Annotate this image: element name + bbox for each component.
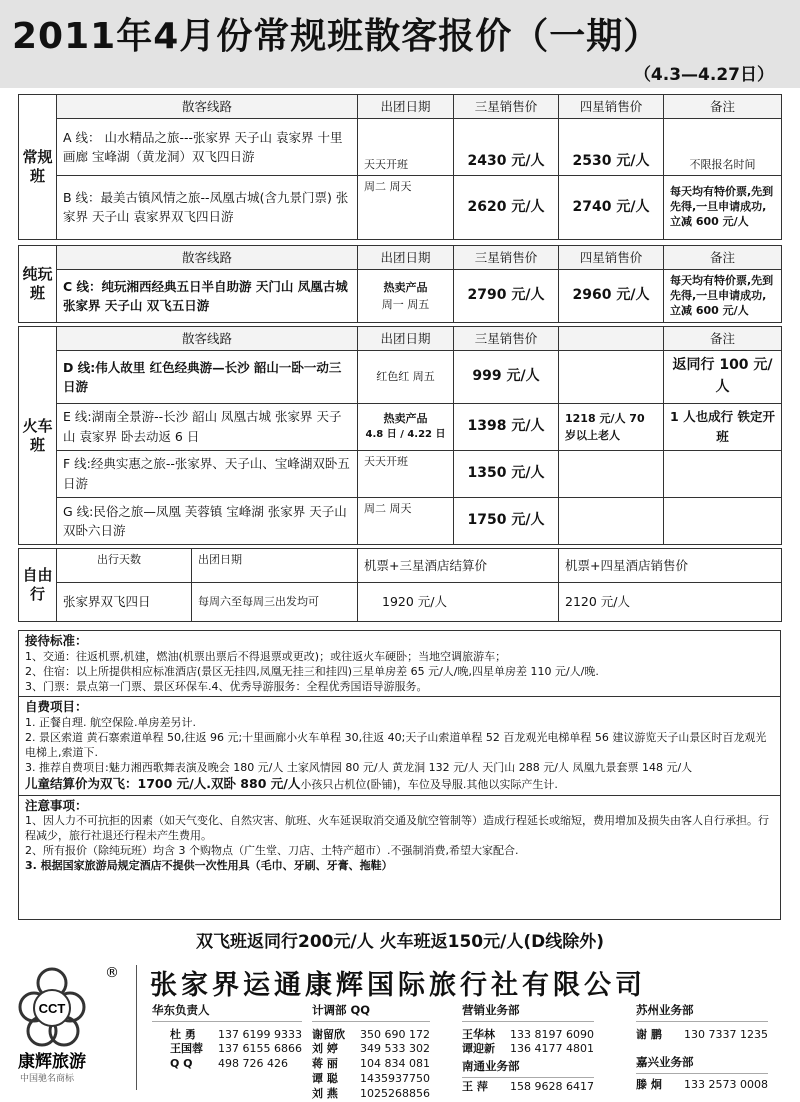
col-days: 出行天数 [57,549,192,583]
standards-item: 2、住宿：以上所提供相应标准酒店(景区无挂四,凤凰无挂三和挂四)三星单房差 65 元/人/晚,四星单房差 110 元/人/晚. [25,664,599,678]
route-a-three: 2430 元/人 [454,119,559,176]
col-note: 备注 [664,327,782,351]
date-range: （4.3—4.27日） [633,65,774,85]
col-three: 三星销售价 [454,95,559,119]
col-flight4: 机票+四星酒店销售价 [559,549,782,583]
standards-heading: 接待标准： [25,633,88,648]
section-label-train: 火车班 [19,327,57,545]
notice-item: 3. 根据国家旅游局规定酒店不提供一次性用具（毛巾、牙刷、牙膏、拖鞋） [25,858,393,872]
self-three: 1920 元/人 [358,583,559,622]
route-a-note: 不限报名时间 [664,119,782,176]
route-d-note: 返同行 100 元/人 [664,351,782,403]
col-date: 出团日期 [358,95,454,119]
hot-product-label: 热卖产品 [383,281,428,295]
route-e-note: 1 人也成行 铁定开班 [664,403,782,450]
self-four: 2120 元/人 [559,583,782,622]
svg-text:中国驰名商标: 中国驰名商标 [20,1074,75,1083]
route-b-three: 2620 元/人 [454,175,559,239]
standards-item: 1、交通：往返机票,机建，燃油(机票出票后不得退票或更改)；或往返火车硬卧；当地空调旅游车； [25,649,507,663]
route-e-three: 1398 元/人 [454,403,559,450]
standards-item: 3、门票：景点第一门票、景区环保车.4、优秀导游服务：全程优秀国语导游服务。 [25,679,428,693]
svg-text:CCT: CCT [38,1001,66,1016]
section-label-regular: 常规班 [19,95,57,240]
col-route: 散客线路 [57,327,358,351]
train-table [18,326,782,545]
route-c: C 线：纯玩湘西经典五日半自助游 天门山 凤凰古城 张家界 天子山 双飞五日游 [57,270,358,323]
section-label-self: 自由行 [19,549,57,622]
route-b: B 线：最美古镇风情之旅--凤凰古城(含九景门票) 张家界 天子山 袁家界双飞四日游 [57,175,358,239]
route-c-date: 热卖产品 周一 周五 [358,270,454,323]
col-three: 三星销售价 [454,327,559,351]
svg-text:康辉旅游: 康辉旅游 [18,1052,86,1072]
promo-banner: 双飞班返同行200元/人 火车班返150元/人(D线除外) [196,932,604,952]
route-d-date: 红色红 周五 [358,351,454,403]
footer [0,955,800,1100]
route-a-four: 2530 元/人 [559,119,664,176]
col-flight3: 机票+三星酒店结算价 [358,549,559,583]
route-c-three: 2790 元/人 [454,270,559,323]
route-b-date: 周二 周天 [358,175,454,239]
route-f-date: 天天开班 [358,450,454,497]
contact-block: 营销业务部 王华林 133 8197 6090 谭迎新 136 4177 4801 [462,1003,594,1056]
selfpay-item: 2. 景区索道 黄石寨索道单程 50,往返 96 元;十里画廊小火车单程 30,往返 40;天子山索道单程 52 百龙观光电梯单程 56 建议游览天子山景区时百龙观光电梯上,索道下. [25,731,767,759]
col-route: 散客线路 [57,246,358,270]
company-logo [14,963,126,1083]
col-note: 备注 [664,246,782,270]
selfpay-item: 3. 推荐自费项目:魅力湘西歌舞表演及晚会 180 元/人 土家风情园 80 元/人 黄龙洞 132 元/人 天门山 288 元/人 凤凰九景套票 148 元/人 [25,760,693,774]
col-note: 备注 [664,95,782,119]
self-date: 每周六至每周三出发均可 [192,583,358,622]
route-d-three: 999 元/人 [454,351,559,403]
contact-block: 嘉兴业务部 滕 炯 133 2573 0008 [636,1055,768,1091]
route-c-note: 每天均有特价票,先到先得,一旦申请成功,立减 600 元/人 [664,270,782,323]
route-g: G 线:民俗之旅—凤凰 芙蓉镇 宝峰湖 张家界 天子山双卧六日游 [57,497,358,544]
col-three: 三星销售价 [454,246,559,270]
header-band [0,0,800,88]
route-b-four: 2740 元/人 [559,175,664,239]
col-date: 出团日期 [358,246,454,270]
route-f-three: 1350 元/人 [454,450,559,497]
route-b-note: 每天均有特价票,先到先得,一旦申请成功,立减 600 元/人 [664,175,782,239]
col-four: 四星销售价 [559,95,664,119]
page-title: 2011年4月份常规班散客报价（一期） [12,16,661,57]
self-route: 张家界双飞四日 [57,583,192,622]
route-f: F 线:经典实惠之旅--张家界、天子山、宝峰湖双卧五日游 [57,450,358,497]
contact-block: 苏州业务部 谢 鹏 130 7337 1235 [636,1003,768,1041]
contact-block: 计调部 QQ 谢留欣 350 690 172 刘 婷 349 533 302 蒋 丽 104 834 081 谭 聪 1435937750 刘 燕 1025268856 [312,1003,430,1100]
cct-flower-icon [14,963,126,1083]
col-four: 四星销售价 [559,246,664,270]
route-e-extra: 1218 元/人 70 岁以上老人 [559,403,664,450]
child-price: 儿童结算价为双飞：1700 元/人.双卧 880 元/人小孩只占机位(卧铺)，车位及导服.其他以实际产生计. [25,775,558,791]
col-depart: 出团日期 [192,549,358,583]
col-date: 出团日期 [358,327,454,351]
route-d: D 线:伟人故里 红色经典游—长沙 韶山一卧一动三日游 [57,351,358,403]
section-label-leisure: 纯玩班 [19,246,57,323]
regular-table [18,94,782,240]
route-e-date: 热卖产品 4.8 日 / 4.22 日 [358,403,454,450]
route-e: E 线:湖南全景游--长沙 韶山 凤凰古城 张家界 天子山 袁家界 卧去动返 6 日 [57,403,358,450]
leisure-table [18,245,782,323]
notice-item: 2、所有报价（除纯玩班）均含 3 个购物点（广生堂、刀店、土特产超市）.不强制消费,希望大家配合. [25,844,519,858]
route-g-date: 周二 周天 [358,497,454,544]
contact-block: 南通业务部 王 萍 158 9628 6417 [462,1059,594,1093]
company-name: 张家界运通康辉国际旅行社有限公司 [150,970,646,1001]
notice-item: 1、因人力不可抗拒的因素（如天气变化、自然灾害、航班、火车延误取消交通及航空管制等）造成行程延长或缩短，费用增加及损失由客人自行承担。行程减少，旅行社退还行程未产生费用。 [25,814,769,843]
selfpay-item: 1. 正餐自理. 航空保险.单房差另计. [25,716,196,730]
notice-heading: 注意事项： [25,797,88,813]
route-c-four: 2960 元/人 [559,270,664,323]
route-g-three: 1750 元/人 [454,497,559,544]
route-a: A 线： 山水精品之旅---张家界 天子山 袁家界 十里画廊 宝峰湖（黄龙洞）双飞四日游 [57,119,358,176]
route-a-date: 天天开班 [358,119,454,176]
info-block [18,630,781,920]
selfpay-heading: 自费项目： [25,699,88,715]
svg-text:®: ® [105,965,119,981]
col-route: 散客线路 [57,95,358,119]
contact-block: 华东负责人 杜 勇 137 6199 9333 王国蓉 137 6155 6866 Q Q 498 726 426 [152,1003,302,1071]
self-table [18,548,782,622]
